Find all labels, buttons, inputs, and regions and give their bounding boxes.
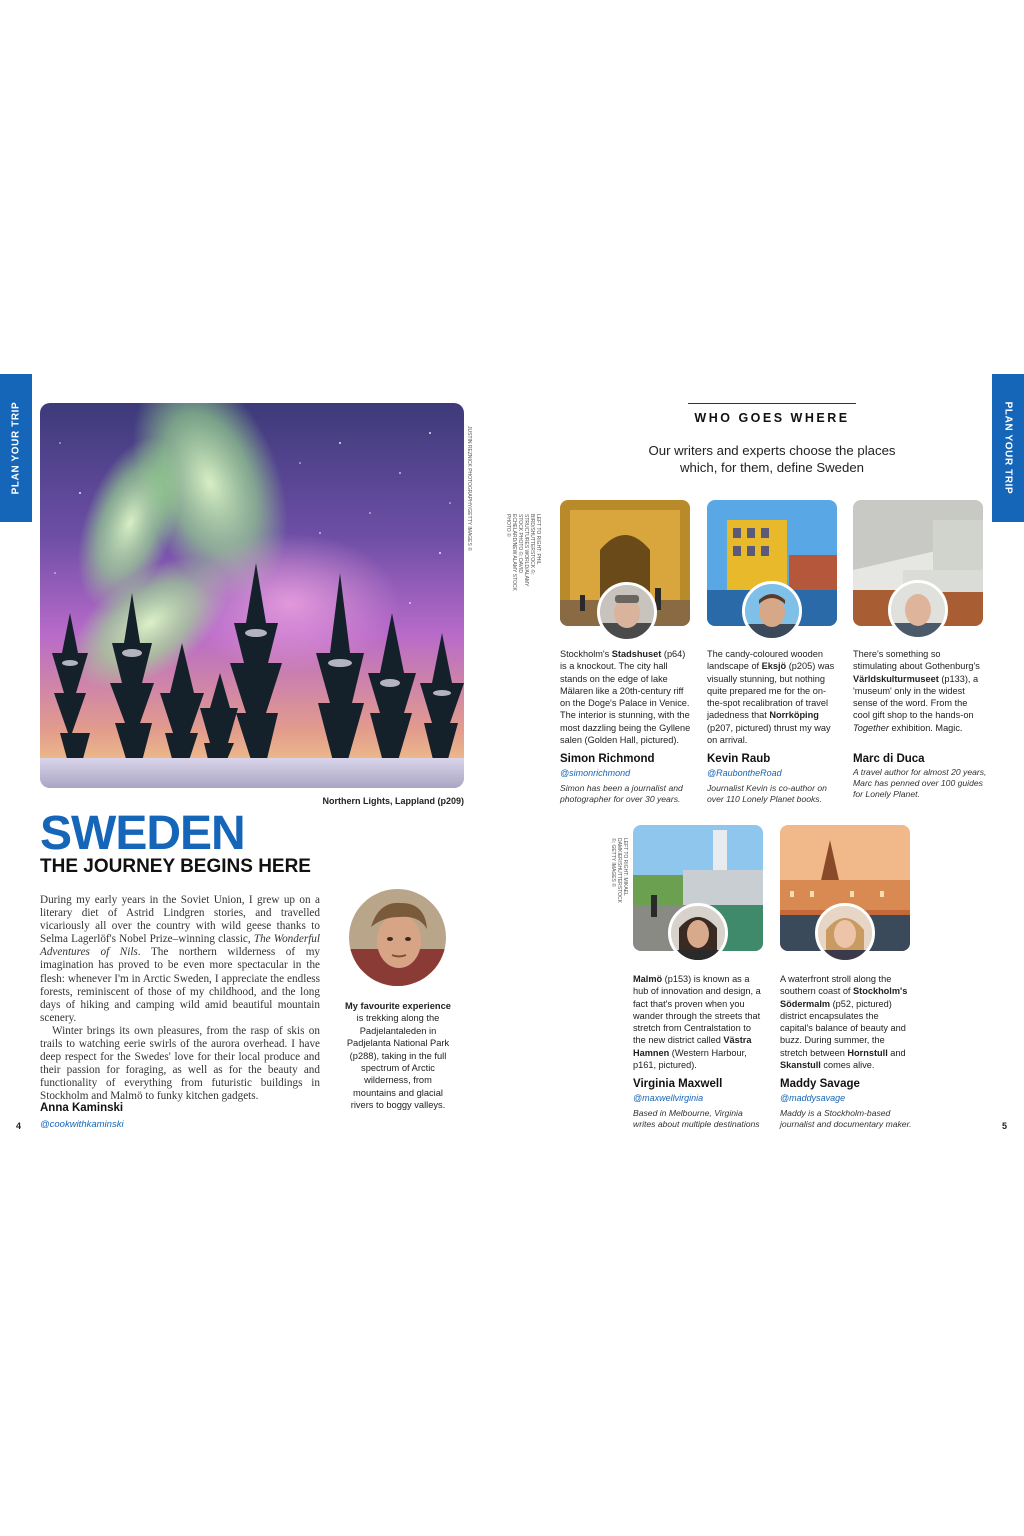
intro-paragraph: During my early years in the Soviet Union, I grew up on a literary diet of Astrid Lindgren stories, and travelled vicariously all over the country with wild geese thanks to Selma Lagerlöf's Nobel Prize–winning classic, The Wonderful Adventures of Nils. The northern wilderness of my imagination has proved to be even more spectacular in the flesh: whenever I'm in Arctic Sweden, I appreciate the endless forests, reminiscent of those of my childhood, and the long days of hiking and camping wild amid beautiful mountain scenery.	[40, 894, 321, 1024]
writer-handle[interactable]: @simonrichmond	[560, 768, 631, 778]
quote-text: (p207, pictured) thrust my way on arrival.	[707, 722, 831, 746]
quote-text: (p133), a 'museum' only in the widest sense of the word. From the cool gift shop to the hands-on	[853, 673, 979, 721]
writer-name: Marc di Duca	[853, 753, 925, 765]
writer-quote	[853, 648, 985, 734]
author-name: Anna Kaminski	[40, 1102, 124, 1114]
favourite-experience	[344, 1000, 452, 1112]
page-number-left: 4	[16, 1121, 22, 1131]
author-handle[interactable]: @cookwithkaminski	[40, 1119, 124, 1130]
writer-name: Maddy Savage	[780, 1078, 860, 1090]
writer-quote	[707, 648, 839, 746]
side-tab-right	[992, 374, 1024, 522]
page-number-right: 5	[1001, 1121, 1007, 1131]
side-tab-left	[0, 374, 32, 522]
place-name: Hornstull	[847, 1047, 888, 1058]
place-name: Norrköping	[769, 710, 819, 721]
section-heading: WHO GOES WHERE	[694, 411, 850, 425]
quote-text: A waterfront stroll along the southern coast of	[780, 974, 892, 997]
author-portrait	[349, 889, 446, 986]
writer-handle[interactable]: @maxwellvirginia	[633, 1093, 704, 1103]
writer-handle[interactable]: @RaubontheRoad	[707, 768, 782, 778]
place-name: Eksjö	[761, 661, 787, 672]
writer-avatar	[888, 580, 948, 640]
intro-paragraph: Winter brings its own pleasures, from the rasp of skis on trails to watching eerie swirls of the aurora overhead. I have deep respect for the Swedes' love for their local produce and their passion for foraging, as well as for the beauty and functionality of everything from futuristic buildings in Stockholm and Malmö to funky kitchen gadgets.	[40, 1024, 320, 1103]
quote-text: (p52, pictured) district encapsulates the capital's balance of beauty and buzz. During summer, the stretch between	[780, 998, 906, 1058]
photo-credit: LEFT TO RIGHT: PHIL BIRD/SHUTTERSTOCK ©; STRUCTURES WORLD/ALAMY STOCK PHOTO ©; DAVID ECHELARD/NEW ALAMY STOCK PHOTO ©	[505, 514, 541, 591]
quote-text: exhibition. Magic.	[888, 722, 963, 733]
place-name: Stockholm's Södermalm	[780, 986, 908, 1009]
hero-photo	[40, 403, 464, 788]
photo-credit: JUSTIN REZNICK PHOTOGRAPHY/GETTY IMAGES ©	[466, 426, 472, 551]
side-tab-label: PLAN YOUR TRIP	[1002, 401, 1014, 495]
intro-text	[40, 894, 320, 1104]
writer-avatar	[597, 582, 657, 642]
quote-text: (p153) is known as a hub of innovation and design, a fact that's proven when you wander through the streets that stretch from Centralstation to the new district called	[633, 974, 761, 1046]
writer-name: Simon Richmond	[560, 753, 655, 765]
writer-avatar	[742, 581, 802, 641]
place-name: Stadshuset	[611, 649, 662, 659]
writer-name: Kevin Raub	[707, 753, 771, 765]
page-title: SWEDEN	[40, 807, 245, 860]
favourite-text: is trekking along the Padjelantaleden in Padjelanta National Park (p288), taking in the full spectrum of Arctic wilderness, from mountains and glacial rivers to boggy valleys.	[346, 1013, 450, 1111]
heading-rule	[688, 403, 856, 404]
writer-handle[interactable]: @maddysavage	[780, 1093, 846, 1103]
place-name: Världskulturmuseet	[853, 673, 939, 684]
writer-bio: A travel author for almost 20 years, Marc has penned over 100 guides for Lonely Planet.	[853, 767, 987, 800]
writer-bio: Simon has been a journalist and photographer for over 30 years.	[560, 783, 683, 805]
place-name: Västra Hamnen	[633, 1035, 752, 1058]
quote-text: The candy-coloured wooden landscape of	[707, 649, 823, 672]
writer-quote	[560, 648, 692, 746]
quote-text: comes alive.	[820, 1060, 875, 1071]
place-name: Skanstull	[780, 1060, 821, 1071]
hero-caption: Northern Lights, Lappland (p209)	[322, 796, 464, 806]
writer-avatar	[668, 903, 728, 963]
writer-name: Virginia Maxwell	[633, 1078, 723, 1090]
writer-bio: Maddy is a Stockholm-based journalist and documentary maker.	[780, 1108, 912, 1130]
quote-text: (Western Harbour, p161, pictured).	[633, 1047, 747, 1071]
writer-bio: Journalist Kevin is co-author on over 110 Lonely Planet books.	[707, 783, 827, 805]
quote-text: (p64) is a knockout. The city hall stands on the edge of lake Mälaren like a 20th-century riff on the Doge's Palace in Venice. The interior is stunning, with the most dazzling being the Gyllene salen (Golden Hall, pictured).	[560, 649, 691, 746]
book-title: The Wonderful Adventures of Nils	[40, 933, 321, 959]
quote-text: Stockholm's	[560, 649, 612, 659]
side-tab-label: PLAN YOUR TRIP	[10, 401, 22, 495]
favourite-label: My favourite experience	[345, 1001, 451, 1011]
place-name: Malmö	[633, 974, 663, 984]
writer-avatar	[815, 903, 875, 963]
page-subtitle: THE JOURNEY BEGINS HERE	[40, 856, 311, 877]
writer-bio: Based in Melbourne, Virginia writes about multiple destinations	[633, 1108, 760, 1130]
quote-text: There's something so stimulating about Gothenburg's	[853, 649, 980, 672]
aurora-photo	[40, 403, 464, 788]
quote-text: (p205) was visually stunning, but nothing quite prepared me for the on-the-spot recalibration of travel jadedness that	[707, 661, 835, 721]
photo-credit: LEFT TO RIGHT: MIKAEL DAMKIER/SHUTTERSTOCK ©; GETTY IMAGES ©	[610, 838, 628, 903]
writer-quote	[633, 973, 765, 1071]
exhibition-name: Together	[853, 722, 889, 733]
section-intro: Our writers and experts choose the places which, for them, define Sweden	[648, 443, 896, 475]
quote-text: and	[887, 1047, 906, 1058]
writer-quote	[780, 973, 912, 1071]
